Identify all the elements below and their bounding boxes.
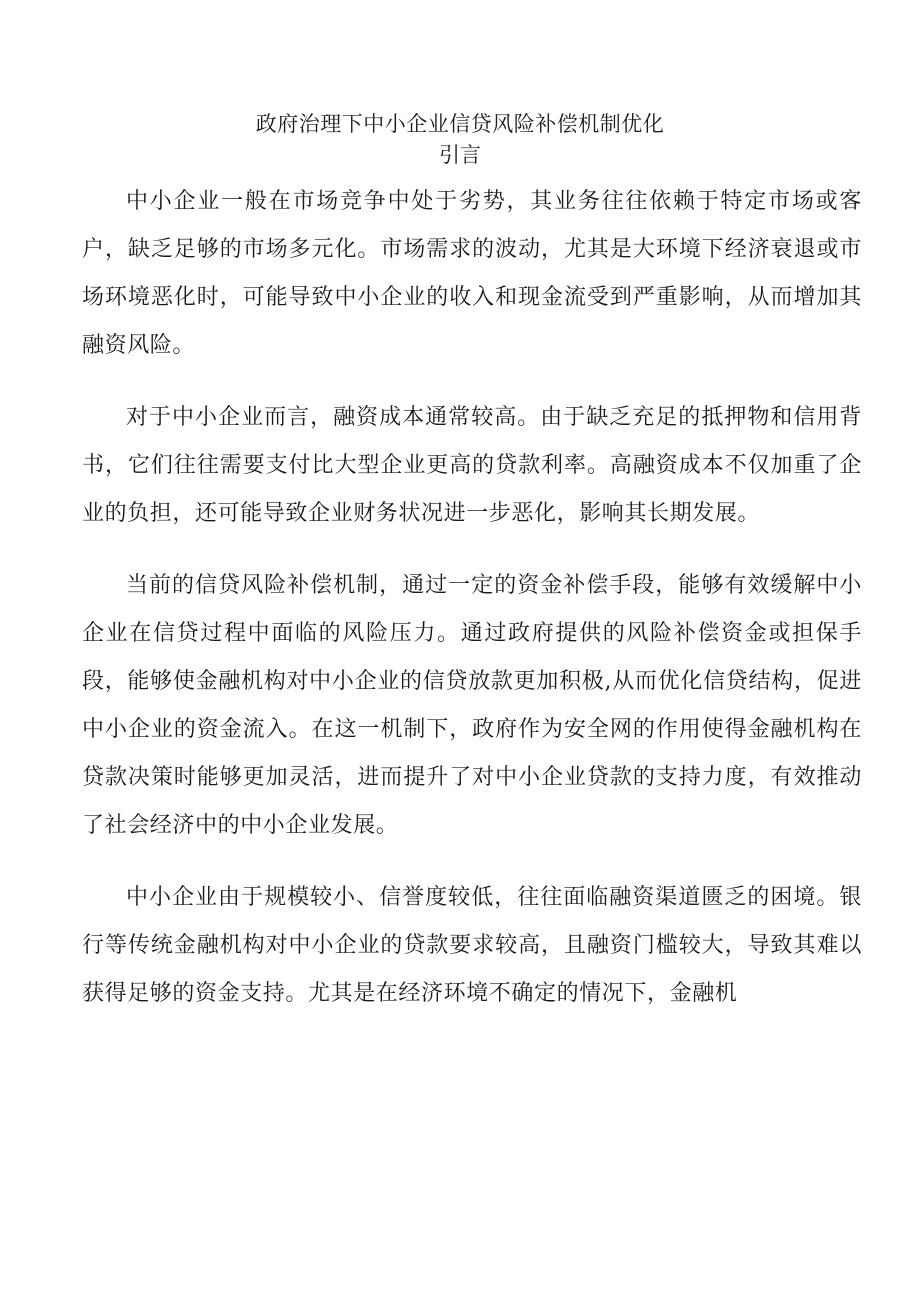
document-body — [82, 178, 862, 1042]
paragraph: 中小企业一般在市场竞争中处于劣势，其业务往往依赖于特定市场或客户，缺乏足够的市场多元化。市场需求的波动，尤其是大环境下经济衰退或市场环境恶化时，可能导致中小企业的收入和现金流受到严重影响，从而增加其融资风险。 — [82, 189, 862, 358]
section-heading: 引言 — [439, 143, 481, 167]
paragraph: 当前的信贷风险补偿机制，通过一定的资金补偿手段，能够有效缓解中小企业在信贷过程中面临的风险压力。通过政府提供的风险补偿资金或担保手段，能够使金融机构对中小企业的信贷放款更加积极,从而优化信贷结构，促进中小企业的资金流入。在这一机制下，政府作为安全网的作用使得金融机构在贷款决策时能够更加灵活，进而提升了对中小企业贷款的支持力度，有效推动了社会经济中的中小企业发展。 — [82, 573, 862, 838]
paragraph: 中小企业由于规模较小、信誉度较低，往往面临融资渠道匮乏的困境。银行等传统金融机构对中小企业的贷款要求较高，且融资门槛较大，导致其难以获得足够的资金支持。尤其是在经济环境不确定的情况下，金融机 — [82, 885, 862, 1006]
title-block — [0, 108, 920, 170]
document-title: 政府治理下中小企业信贷风险补偿机制优化 — [255, 112, 665, 136]
paragraph: 对于中小企业而言，融资成本通常较高。由于缺乏充足的抵押物和信用背书，它们往往需要支付比大型企业更高的贷款利率。高融资成本不仅加重了企业的负担，还可能导致企业财务状况进一步恶化，影响其长期发展。 — [82, 405, 862, 526]
